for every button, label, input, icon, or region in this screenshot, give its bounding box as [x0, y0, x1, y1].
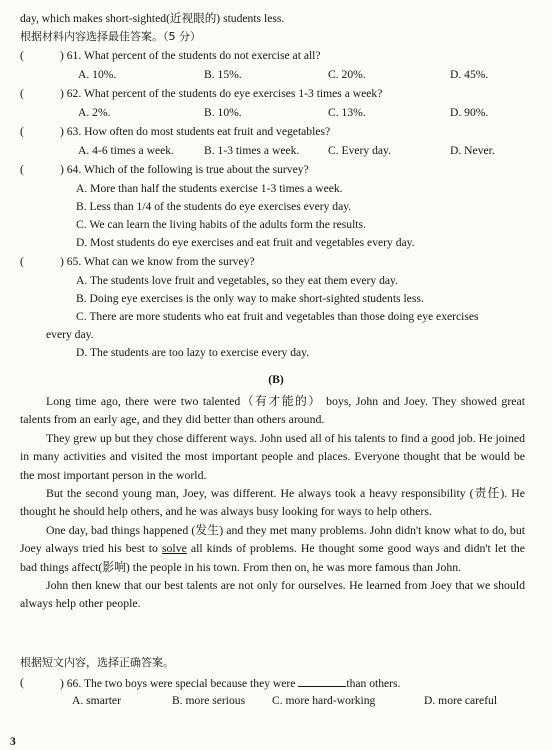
option-c-continuation: every day. [46, 328, 94, 341]
option-a[interactable]: A. 4-6 times a week. [78, 144, 174, 157]
question-text: ) 61. What percent of the students do not exercise at all? [60, 49, 321, 62]
option-c[interactable]: C. Every day. [328, 144, 391, 157]
question-text: ) 65. What can we know from the survey? [60, 255, 255, 268]
question-text: ) 62. What percent of the students do eye exercises 1-3 times a week? [60, 87, 383, 100]
option-c[interactable]: C. more hard-working [272, 694, 376, 707]
option-b[interactable]: B. 1-3 times a week. [204, 144, 300, 157]
option-a[interactable]: A. More than half the students exercise 1-3 times a week. [76, 182, 343, 195]
paragraph-4-end: all kinds of problems. He thought some good ways and didn't let the bad things affect(影响) the people in his town. From then on, he was more famous than John. [20, 541, 525, 574]
instruction-b: 根据短文内容，选择正确答案。 [20, 656, 174, 669]
passage-b [20, 392, 525, 613]
answer-paren[interactable]: ( [20, 163, 24, 176]
options-66 [72, 693, 502, 708]
option-d[interactable]: D. The students are too lazy to exercise every day. [76, 346, 310, 359]
option-d[interactable]: D. Most students do eye exercises and eat fruit and vegetables every day. [76, 236, 415, 249]
option-c[interactable]: C. 13%. [328, 106, 366, 119]
option-d[interactable]: D. 45%. [450, 68, 489, 81]
options-62 [78, 105, 508, 120]
option-b[interactable]: B. 10%. [204, 106, 242, 119]
options-63 [78, 143, 508, 158]
answer-paren[interactable]: ( [20, 255, 24, 268]
question-text: ) 63. How often do most students eat fruit and vegetables? [60, 125, 331, 138]
option-a[interactable]: A. 10%. [78, 68, 117, 81]
instruction-a: 根据材料内容选择最佳答案。（5 分） [20, 30, 201, 43]
option-d[interactable]: D. more careful [424, 694, 498, 707]
paragraph-4 [20, 521, 525, 576]
paragraph-3: But the second young man, Joey, was different. He always took a heavy responsibility (责任). He thought he should help others, and he was always busy looking for ways to help others. [20, 486, 525, 519]
option-c[interactable]: C. 20%. [328, 68, 366, 81]
answer-paren[interactable]: ( [20, 125, 24, 138]
answer-blank[interactable] [298, 675, 346, 687]
option-a[interactable]: A. 2%. [78, 106, 111, 119]
question-text: ) 64. Which of the following is true about the survey? [60, 163, 309, 176]
option-a[interactable]: A. The students love fruit and vegetables, so they eat them every day. [76, 274, 398, 287]
option-c[interactable]: C. There are more students who eat fruit and vegetables than those doing eye exercises [76, 310, 479, 323]
question-text-end: than others. [346, 677, 401, 690]
option-d[interactable]: D. Never. [450, 144, 495, 157]
option-a[interactable]: A. smarter [72, 694, 121, 707]
answer-paren[interactable]: ( [20, 87, 24, 100]
option-d[interactable]: D. 90%. [450, 106, 489, 119]
underlined-word: solve [161, 541, 187, 556]
paragraph-4-start: One day, bad things happened (发生) and they met many problems. John didn't know what to do, but Joey always tried his best to [20, 522, 525, 556]
options-61 [78, 67, 508, 82]
continuation-line: day, which makes short-sighted(近视眼的) students less. [20, 12, 285, 25]
option-b[interactable]: B. 15%. [204, 68, 242, 81]
option-b[interactable]: B. Less than 1/4 of the students do eye exercises every day. [76, 200, 352, 213]
paragraph-5: John then knew that our best talents are not only for ourselves. He learned from Joey that we should always help other people. [20, 578, 525, 611]
question-text: ) 66. The two boys were special because they were [60, 677, 296, 690]
option-b[interactable]: B. Doing eye exercises is the only way to make short-sighted students less. [76, 292, 424, 305]
option-c[interactable]: C. We can learn the living habits of the adults form the results. [76, 218, 366, 231]
page-number: 3 [10, 735, 16, 748]
answer-paren[interactable]: ( [20, 49, 24, 62]
answer-paren[interactable]: ( [20, 676, 24, 689]
paragraph-1: Long time ago, there were two talented（有才能的） boys, John and Joey. They showed great talents from an early age, and they did better than others around. [20, 394, 525, 427]
paragraph-2: They grew up but they chose different ways. John used all of his talents to find a good job. He joined in many activities and visited the most important people and places. Everyone thought that be would be the most important person in the world. [20, 430, 525, 482]
section-b-title: (B) [268, 373, 284, 386]
option-b[interactable]: B. more serious [172, 694, 246, 707]
